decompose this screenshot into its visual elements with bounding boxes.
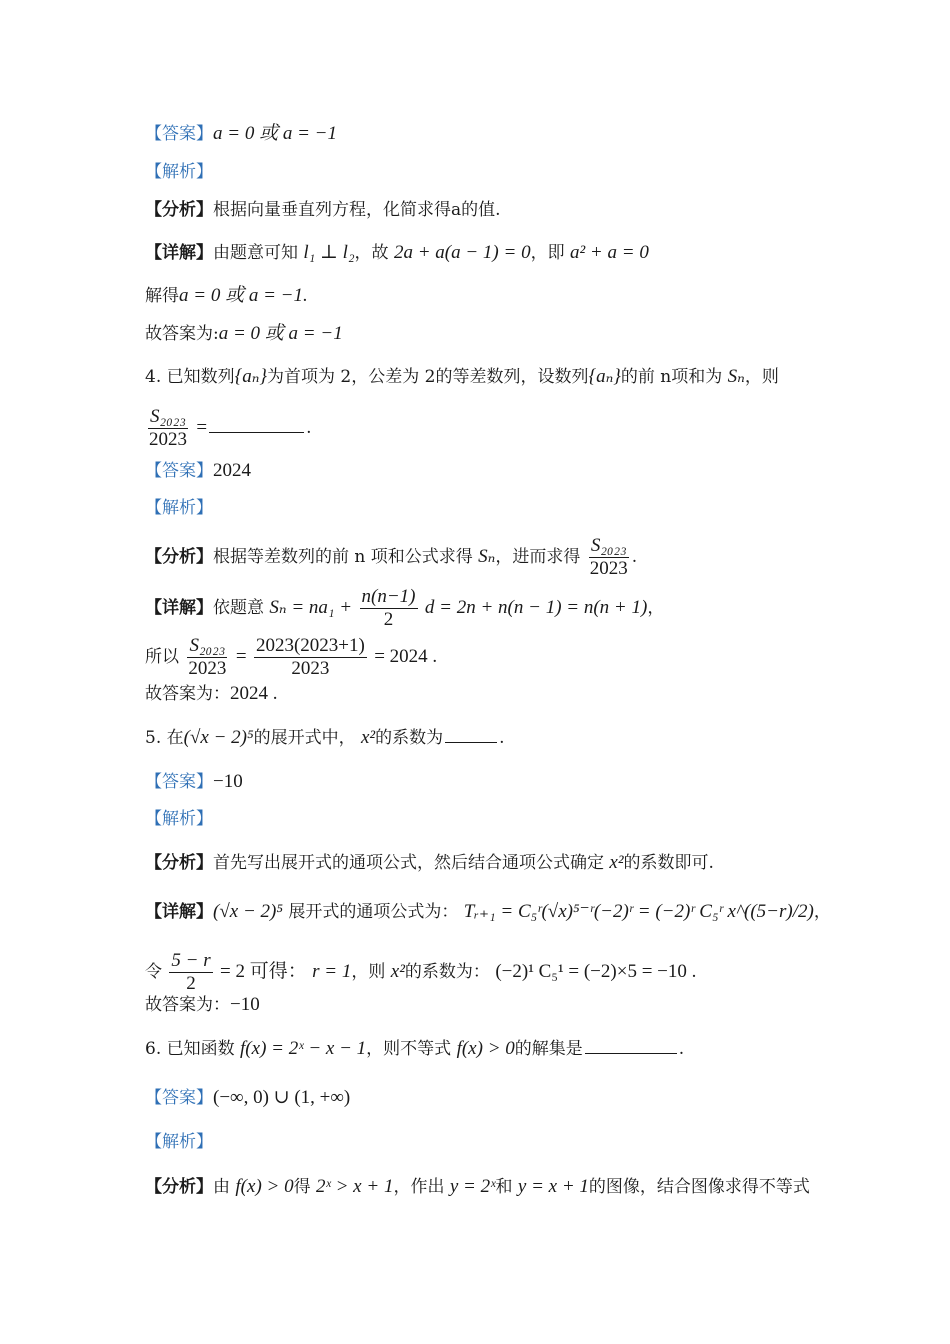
fenxi-math: y = 2ˣ bbox=[449, 1176, 496, 1197]
fenxi-math: x² bbox=[609, 852, 624, 873]
fraction-numerator: 5 − r bbox=[171, 950, 211, 971]
q5-stem-line bbox=[145, 726, 505, 750]
detail-math: 2a + a(a − 1) = 0 bbox=[393, 242, 531, 263]
analysis-label: 【解析】 bbox=[145, 1132, 213, 1152]
stem-text: . bbox=[499, 728, 505, 748]
stem-math: f(x) > 0 bbox=[456, 1038, 515, 1059]
fenxi-text: . bbox=[631, 547, 638, 567]
stem-text: 的解集是 bbox=[514, 1039, 583, 1059]
final-text: 故答案为： bbox=[145, 995, 230, 1015]
fenxi-text: 的图像，结合图像求得不等式 bbox=[588, 1177, 810, 1197]
fenxi-text: ，作出 bbox=[393, 1177, 445, 1197]
answer-value: a = 0 或 a = −1 bbox=[213, 123, 337, 144]
fenxi-label: 【分析】 bbox=[145, 547, 213, 567]
stem-text: 的系数为 bbox=[375, 728, 444, 748]
answer-value: −10 bbox=[213, 771, 243, 792]
analysis-label: 【解析】 bbox=[145, 809, 213, 829]
detail-math: l₁ ⊥ l₂ bbox=[303, 242, 355, 263]
q5-analysis-line bbox=[145, 807, 213, 831]
q6-stem-line bbox=[145, 1037, 684, 1061]
detail-math: (√x − 2)⁵ bbox=[213, 901, 283, 922]
q4-stem-line2 bbox=[145, 406, 312, 451]
answer-blank bbox=[209, 431, 304, 433]
stem-text: 5. 在 bbox=[145, 728, 184, 748]
fraction bbox=[360, 586, 418, 631]
detail-label: 【详解】 bbox=[145, 598, 213, 618]
ling-math: r = 1 bbox=[312, 961, 352, 982]
q5-ling-line bbox=[145, 950, 696, 995]
fraction-numerator: 2023(2023+1) bbox=[255, 635, 365, 656]
ling-text: 的系数为： bbox=[404, 962, 490, 982]
final-math: a = 0 或 a = −1 bbox=[218, 323, 343, 344]
fraction-numerator: S₂₀₂₃ bbox=[150, 406, 186, 427]
q4-stem-line bbox=[145, 365, 779, 389]
q4-final-line bbox=[145, 682, 278, 706]
answer-label: 【答案】 bbox=[145, 1088, 213, 1108]
ling-math: = 2 可得： bbox=[220, 961, 307, 982]
ling-math: x² bbox=[390, 961, 405, 982]
fraction-numerator: n(n−1) bbox=[361, 586, 416, 607]
fraction-denominator: 2023 bbox=[188, 658, 227, 679]
ling-text: 令 bbox=[145, 962, 162, 982]
solve-text: 解得 bbox=[145, 286, 179, 306]
fraction-denominator: 2 bbox=[383, 609, 394, 630]
stem-text: . bbox=[678, 1039, 685, 1059]
final-math: −10 bbox=[230, 994, 260, 1015]
stem-text: 的展开式中， bbox=[253, 728, 356, 748]
ling-math: (−2)¹ C₅¹ = (−2)×5 = −10 . bbox=[495, 961, 697, 982]
fenxi-math: f(x) > 0 bbox=[235, 1176, 294, 1197]
answer-label: 【答案】 bbox=[145, 461, 213, 481]
detail-math: d = 2n + n(n − 1) = n(n + 1) bbox=[424, 597, 648, 618]
q4-analysis-line bbox=[145, 496, 213, 520]
fenxi-text: 由 bbox=[213, 1177, 230, 1197]
fenxi-math: y = x + 1 bbox=[517, 1176, 589, 1197]
detail-text: ，即 bbox=[530, 243, 565, 263]
q5-final-line bbox=[145, 993, 260, 1017]
stem-math: f(x) = 2ˣ − x − 1 bbox=[240, 1038, 367, 1059]
q5-fenxi-line bbox=[145, 851, 714, 875]
fraction-numerator: S₂₀₂₃ bbox=[189, 635, 226, 656]
q6-analysis-line bbox=[145, 1130, 213, 1154]
fraction bbox=[254, 635, 367, 680]
answer-value: 2024 bbox=[213, 460, 251, 481]
solve-math: a = 0 或 a = −1. bbox=[179, 285, 308, 306]
answer-label: 【答案】 bbox=[145, 772, 213, 792]
fraction bbox=[186, 635, 228, 680]
q5-answer-line bbox=[145, 770, 243, 794]
answer-blank bbox=[585, 1052, 677, 1054]
final-text: 故答案为: bbox=[145, 324, 219, 344]
detail-math: Tᵣ₊₁ = C₅ʳ(√x)⁵⁻ʳ(−2)ʳ = (−2)ʳ C₅ʳ x^((5−r)/2) bbox=[463, 901, 814, 922]
q3-solve-line bbox=[145, 284, 308, 308]
fenxi-label: 【分析】 bbox=[145, 200, 213, 220]
q3-final-line bbox=[145, 322, 343, 346]
fraction bbox=[147, 406, 189, 451]
q3-answer-line bbox=[145, 122, 337, 146]
stem-text: 为首项为 2，公差为 2的等差数列，设数列 bbox=[267, 367, 589, 387]
detail-text: ， bbox=[647, 598, 665, 618]
stem-text: ，则 bbox=[744, 367, 779, 387]
fraction bbox=[588, 535, 630, 580]
so-text: 所以 bbox=[145, 647, 179, 667]
detail-text: 展开式的通项公式为： bbox=[288, 902, 459, 922]
fenxi-label: 【分析】 bbox=[145, 1177, 213, 1197]
fenxi-text: 根据向量垂直列方程，化简求得a的值. bbox=[213, 200, 501, 220]
equals-sign: = bbox=[235, 646, 247, 667]
ling-text: ，则 bbox=[351, 962, 386, 982]
analysis-label: 【解析】 bbox=[145, 162, 213, 182]
fraction-denominator: 2 bbox=[186, 973, 196, 994]
q5-detail-line bbox=[145, 900, 831, 924]
fraction-denominator: 2023 bbox=[149, 429, 187, 450]
answer-label: 【答案】 bbox=[145, 124, 213, 144]
q3-fenxi-line bbox=[145, 198, 501, 222]
stem-text: . bbox=[306, 418, 312, 438]
stem-text: ，则不等式 bbox=[366, 1039, 452, 1059]
answer-value: (−∞, 0) ∪ (1, +∞) bbox=[213, 1087, 351, 1108]
detail-text: 依题意 bbox=[213, 598, 264, 618]
stem-math: {aₙ} bbox=[588, 366, 621, 387]
detail-text: 由题意可知 bbox=[213, 243, 298, 263]
stem-text: 的前 n项和为 bbox=[620, 367, 723, 387]
stem-math: {aₙ} bbox=[234, 366, 268, 387]
q4-detail-line bbox=[145, 586, 664, 631]
detail-math: Sₙ = na₁ + bbox=[269, 597, 353, 618]
fenxi-text: ，进而求得 bbox=[495, 547, 581, 567]
fraction-numerator: S₂₀₂₃ bbox=[590, 535, 627, 556]
analysis-label: 【解析】 bbox=[145, 498, 213, 518]
fenxi-text: 根据等差数列的前 n 项和公式求得 bbox=[213, 547, 473, 567]
q3-detail-line bbox=[145, 241, 649, 265]
stem-text: 4. 已知数列 bbox=[145, 367, 235, 387]
stem-math: (√x − 2)⁵ bbox=[183, 727, 254, 748]
fraction-denominator: 2023 bbox=[291, 658, 330, 679]
final-text: 故答案为： bbox=[145, 684, 230, 704]
fenxi-text: 首先写出展开式的通项公式，然后结合通项公式确定 bbox=[213, 853, 604, 873]
q6-fenxi-line bbox=[145, 1175, 810, 1199]
stem-math: Sₙ bbox=[727, 366, 745, 387]
stem-math: x² bbox=[360, 727, 376, 748]
final-math: 2024 . bbox=[230, 683, 278, 704]
so-math: = 2024 . bbox=[374, 646, 438, 667]
detail-math: a² + a = 0 bbox=[569, 242, 649, 263]
answer-blank bbox=[445, 741, 497, 743]
fenxi-text: 的系数即可. bbox=[623, 853, 714, 873]
q4-so-line bbox=[145, 635, 437, 680]
fenxi-math: Sₙ bbox=[478, 546, 496, 567]
fenxi-math: 2ˣ > x + 1 bbox=[316, 1176, 394, 1197]
fenxi-label: 【分析】 bbox=[145, 853, 213, 873]
stem-text: 6. 已知函数 bbox=[145, 1039, 235, 1059]
detail-label: 【详解】 bbox=[145, 902, 213, 922]
detail-label: 【详解】 bbox=[145, 243, 213, 263]
fenxi-text: 得 bbox=[293, 1177, 311, 1197]
fenxi-text: 和 bbox=[495, 1177, 513, 1197]
q4-fenxi-line bbox=[145, 535, 637, 580]
q6-answer-line bbox=[145, 1086, 350, 1110]
equals-sign: = bbox=[196, 417, 208, 438]
fraction-denominator: 2023 bbox=[589, 558, 628, 579]
fraction bbox=[169, 950, 212, 995]
q3-analysis-line bbox=[145, 160, 213, 184]
q4-answer-line bbox=[145, 459, 251, 483]
detail-text: ， bbox=[813, 902, 831, 922]
detail-text: ，故 bbox=[354, 243, 389, 263]
